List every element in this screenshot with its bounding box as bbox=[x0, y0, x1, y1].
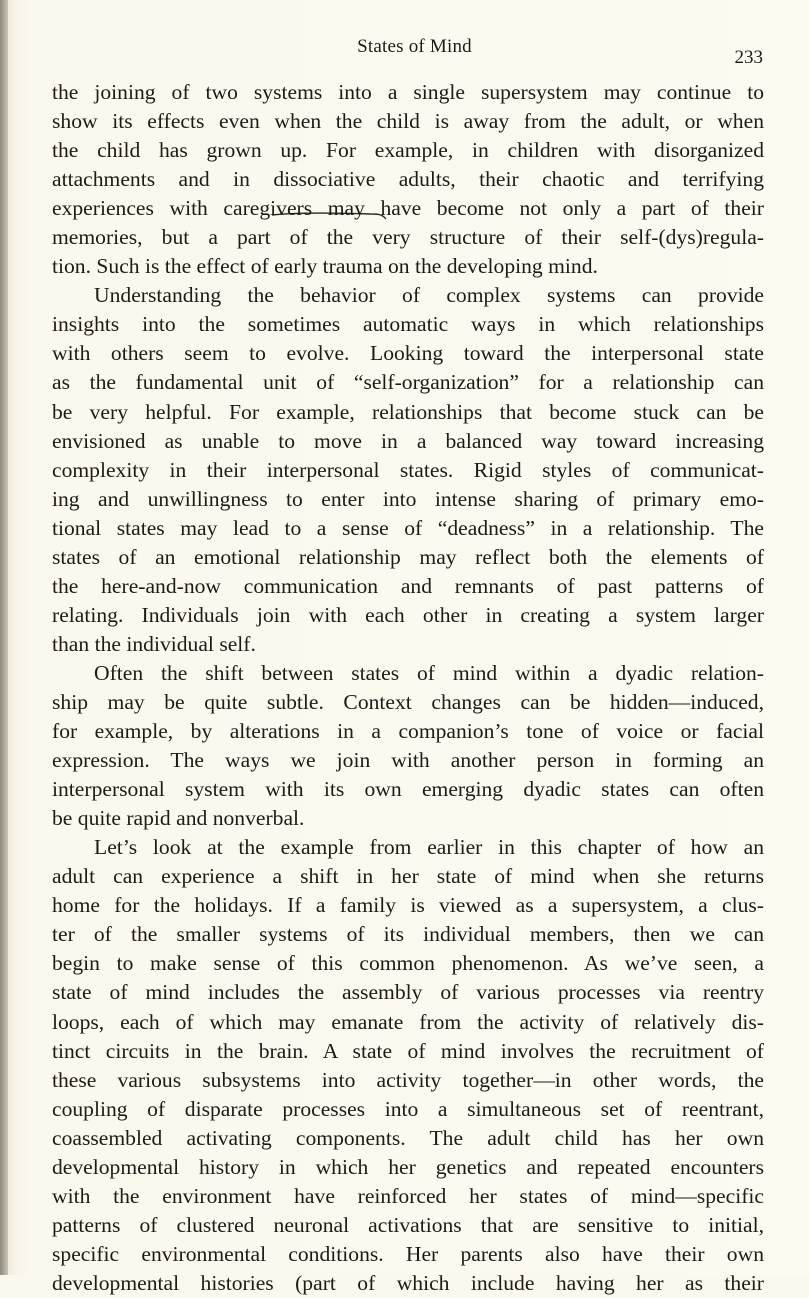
text-line: begin to make sense of this common phenomenon. As we’ve seen, a bbox=[52, 951, 764, 976]
text-line: tinct circuits in the brain. A state of mind involves the recruitment of bbox=[52, 1038, 764, 1063]
paragraph-end-line: tion. Such is the effect of early trauma on the developing mind. bbox=[52, 254, 598, 279]
text-line: loops, each of which may emanate from the activity of relatively dis- bbox=[52, 1009, 764, 1034]
text-line: be very helpful. For example, relationships that become stuck can be bbox=[52, 399, 764, 424]
running-title: States of Mind bbox=[357, 36, 472, 57]
text-line: tional states may lead to a sense of “deadness” in a relationship. The bbox=[52, 515, 764, 540]
text-line: envisioned as unable to move in a balanced way toward increasing bbox=[52, 428, 764, 453]
text-line: with others seem to evolve. Looking toward the interpersonal state bbox=[52, 341, 764, 366]
gutter-shadow bbox=[0, 0, 8, 1275]
text-line: show its effects even when the child is away from the adult, or when bbox=[52, 109, 764, 134]
paragraph-start-line: Often the shift between states of mind within a dyadic relation- bbox=[94, 660, 764, 685]
paragraph-start-line: Let’s look at the example from earlier in this chapter of how an bbox=[94, 835, 764, 860]
running-head bbox=[0, 36, 809, 58]
page-number: 233 bbox=[734, 47, 763, 68]
text-line: for example, by alterations in a companion’s tone of voice or facial bbox=[52, 719, 764, 744]
text-line: with the environment have reinforced her states of mind—specific bbox=[52, 1183, 764, 1208]
text-line: ship may be quite subtle. Context changes can be hidden—induced, bbox=[52, 689, 764, 714]
text-line: developmental history in which her genetics and repeated encounters bbox=[52, 1154, 764, 1179]
text-line: these various subsystems into activity together—in other words, the bbox=[52, 1067, 764, 1092]
paragraph-end-line: be quite rapid and nonverbal. bbox=[52, 806, 305, 831]
text-line: the joining of two systems into a single supersystem may continue to bbox=[52, 80, 764, 104]
text-line: attachments and in dissociative adults, their chaotic and terrifying bbox=[52, 167, 764, 192]
text-line: home for the holidays. If a family is viewed as a supersystem, a clus- bbox=[52, 893, 764, 918]
text-line: patterns of clustered neuronal activations that are sensitive to initial, bbox=[52, 1212, 764, 1237]
paragraph-start-line: Understanding the behavior of complex systems can provide bbox=[94, 283, 764, 308]
text-line: ing and unwillingness to enter into intense sharing of primary emo- bbox=[52, 486, 764, 511]
text-line: adult can experience a shift in her state of mind when she returns bbox=[52, 864, 764, 889]
paragraph-end-line: than the individual self. bbox=[52, 631, 256, 656]
text-line: specific environmental conditions. Her parents also have their own bbox=[52, 1241, 764, 1266]
text-line: memories, but a part of the very structure of their self-(dys)regula- bbox=[52, 225, 764, 250]
text-line: the here-and-now communication and remnants of past patterns of bbox=[52, 573, 764, 598]
text-line: interpersonal system with its own emerging dyadic states can often bbox=[52, 777, 764, 802]
text-line: as the fundamental unit of “self-organization” for a relationship can bbox=[52, 370, 764, 395]
text-line: states of an emotional relationship may reflect both the elements of bbox=[52, 544, 764, 569]
text-line: experiences with caregivers may have become not only a part of their bbox=[52, 196, 764, 221]
text-line: complexity in their interpersonal states. Rigid styles of communicat- bbox=[52, 457, 764, 482]
text-line: relating. Individuals join with each other in creating a system larger bbox=[52, 602, 764, 627]
body-text bbox=[52, 78, 764, 1298]
text-line: developmental histories (part of which include having her as their bbox=[52, 1270, 764, 1295]
text-line: state of mind includes the assembly of various processes via reentry bbox=[52, 980, 764, 1005]
text-line: the child has grown up. For example, in children with disorganized bbox=[52, 138, 764, 163]
text-line: coupling of disparate processes into a simultaneous set of reentrant, bbox=[52, 1096, 764, 1121]
text-line: insights into the sometimes automatic ways in which relationships bbox=[52, 312, 764, 337]
text-line: coassembled activating components. The adult child has her own bbox=[52, 1125, 764, 1150]
text-line: expression. The ways we join with another person in forming an bbox=[52, 748, 764, 773]
text-line: ter of the smaller systems of its individual members, then we can bbox=[52, 922, 764, 947]
